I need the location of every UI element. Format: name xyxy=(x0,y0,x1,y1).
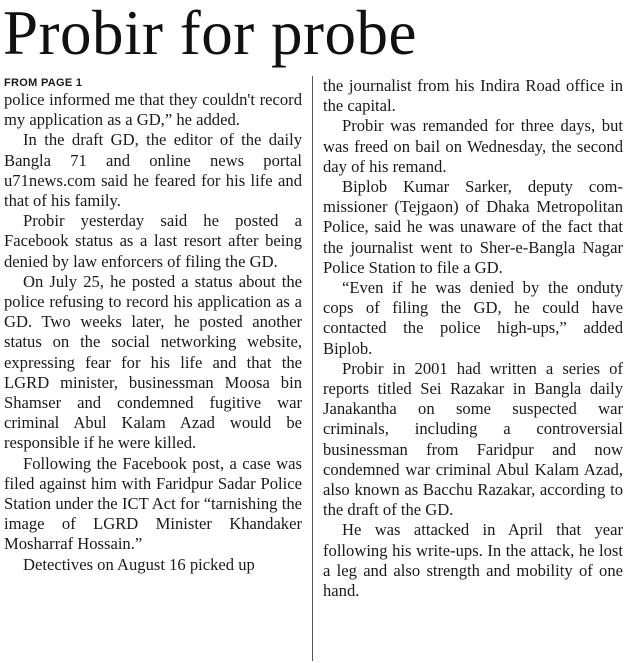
continuation-kicker: FROM PAGE 1 xyxy=(4,77,83,89)
paragraph: Probir was remanded for three days, but was freed on bail on Wednesday, the second day of his remand. xyxy=(323,116,623,176)
headline: Probir for probe xyxy=(3,0,417,68)
column-divider xyxy=(312,76,313,661)
paragraph: police informed me that they couldn't record my application as a GD,” he added. xyxy=(4,90,302,130)
paragraph: On July 25, he posted a status about the police refusing to record his application as a GD. Two weeks later, he posted another status on the social networking website, expressing fear for his life and that the LGRD minister, businessman Moosa bin Shamser and condemned fugitive war criminal Abul Kalam Azad would be responsible if he were killed. xyxy=(4,271,302,453)
paragraph: In the draft GD, the editor of the daily Bangla 71 and online news portal u71news.com said he feared for his life and that of his family. xyxy=(4,130,302,211)
article-column-left xyxy=(4,76,302,575)
paragraph: He was attacked in April that year following his write-ups. In the attack, he lost a leg and also strength and mobility of one hand. xyxy=(323,520,623,601)
paragraph: the journalist from his Indira Road office in the capital. xyxy=(323,76,623,116)
paragraph: Detectives on August 16 picked up xyxy=(23,554,255,574)
paragraph: Biplob Kumar Sarker, deputy commissioner (Tejgaon) of Dhaka Metropolitan Police, said he was unaware of the fact that the journalist went to Sher-e-Bangla Nagar Police Station to file a GD. xyxy=(323,177,623,277)
paragraph: “Even if he was denied by the onduty cops of filing the GD, he could have contacted the police high-ups,” added Biplob. xyxy=(323,278,623,358)
paragraph: Probir yesterday said he posted a Facebook status as a last resort after being denied by law enforcers of filing the GD. xyxy=(4,211,302,271)
paragraph: Following the Facebook post, a case was filed against him with Faridpur Sadar Police Station under the ICT Act for “tarnishing the image of LGRD Minister Khandaker Mosharraf Hossain.” xyxy=(4,453,302,554)
article-column-right xyxy=(323,76,623,601)
paragraph: Probir in 2001 had written a series of reports titled Sei Razakar in Bangla daily Janakantha on some suspected war criminals, including a controversial businessman from Faridpur and now condemned war criminal Abul Kalam Azad, also known as Bacchu Razakar, according to the draft of the GD. xyxy=(323,358,623,520)
